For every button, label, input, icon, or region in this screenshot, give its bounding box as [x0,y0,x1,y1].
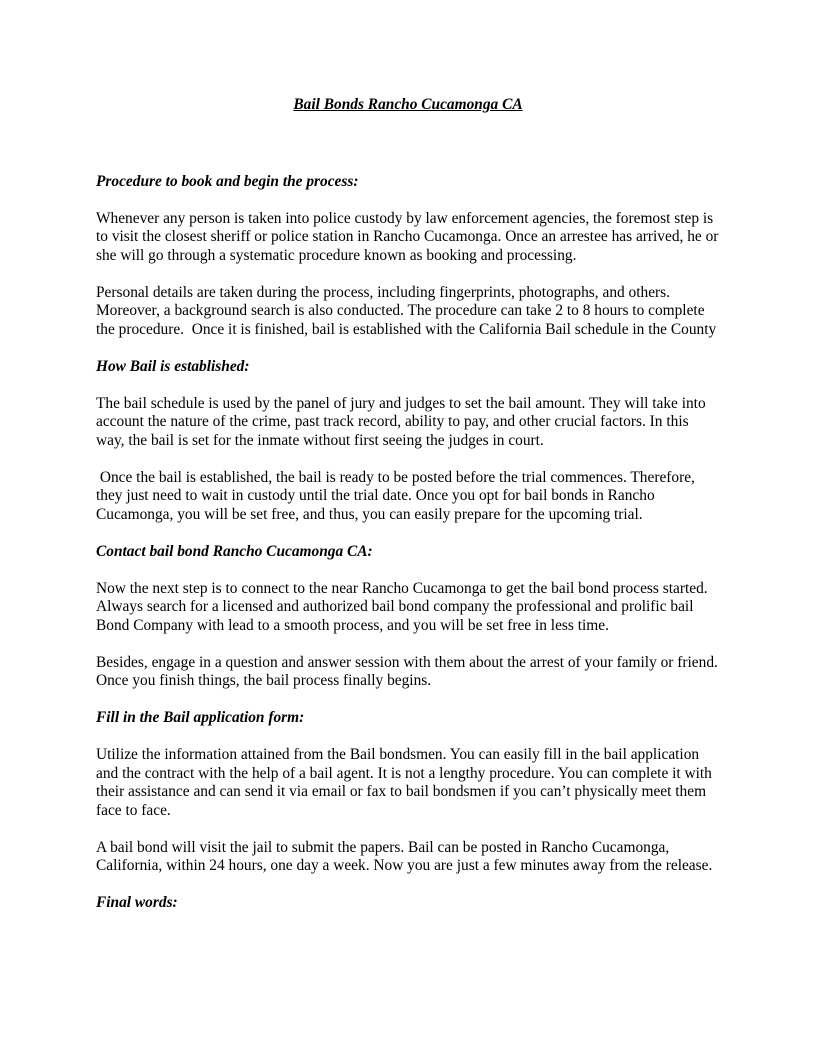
section-heading-contact: Contact bail bond Rancho Cucamonga CA: [96,542,373,560]
section-heading-procedure: Procedure to book and begin the process: [96,172,359,190]
section-heading-application: Fill in the Bail application form: [96,709,305,726]
section-final [96,894,720,913]
section-established [96,358,720,525]
paragraph-established-1: The bail schedule is used by the panel of jury and judges to set the bail amount. They will take into account the nature of the crime, past track record, ability to pay, and other crucial factors. In this way, the bail is set for the inmate without first seeing the judges in court. [96,394,710,449]
paragraph-application-2: A bail bond will visit the jail to submit the papers. Bail can be posted in Rancho Cucamonga, California, within 24 hours, one day a week. Now you are just a few minutes away from the release. [96,838,713,874]
section-procedure [96,172,723,340]
section-contact [96,543,720,691]
paragraph-procedure-2: Personal details are taken during the process, including fingerprints, photographs, and others. Moreover, a background search is also conducted. The procedure can take 2 to 8 hours to complete the procedure. Once it is finished, bail is established with the California Bail schedule in the County [96,283,717,338]
document-title: Bail Bonds Rancho Cucamonga CA [293,96,523,113]
title-spacer [96,115,720,173]
paragraph-established-2: Once the bail is established, the bail is ready to be posted before the trial commences. Therefore, they just need to wait in custody until the trial date. Once you opt for bail bonds in Rancho Cucamonga, you will be set free, and thus, you can easily prepare for the upcoming trial. [96,468,699,523]
section-heading-final: Final words: [96,894,178,911]
paragraph-contact-2: Besides, engage in a question and answer session with them about the arrest of your family or friend. Once you finish things, the bail process finally begins. [96,653,722,689]
paragraph-procedure-1: Whenever any person is taken into police custody by law enforcement agencies, the foremost step is to visit the closest sheriff or police station in Rancho Cucamonga. Once an arrestee has arrived, he or she will go through a systematic procedure known as booking and processing. [96,209,723,264]
document-page [96,96,723,931]
paragraph-contact-1: Now the next step is to connect to the near Rancho Cucamonga to get the bail bond process started. Always search for a licensed and authorized bail bond company the professional and prolific bail Bond Company with lead to a smooth process, and you will be set free in less time. [96,579,711,634]
section-application [96,709,720,876]
paragraph-application-1: Utilize the information attained from the Bail bondsmen. You can easily fill in the bail application and the contract with the help of a bail agent. It is not a lengthy procedure. You can complete it with their assistance and can send it via email or fax to bail bondsmen if you can’t physically meet them face to face. [96,746,716,819]
section-heading-established: How Bail is established: [96,357,250,375]
